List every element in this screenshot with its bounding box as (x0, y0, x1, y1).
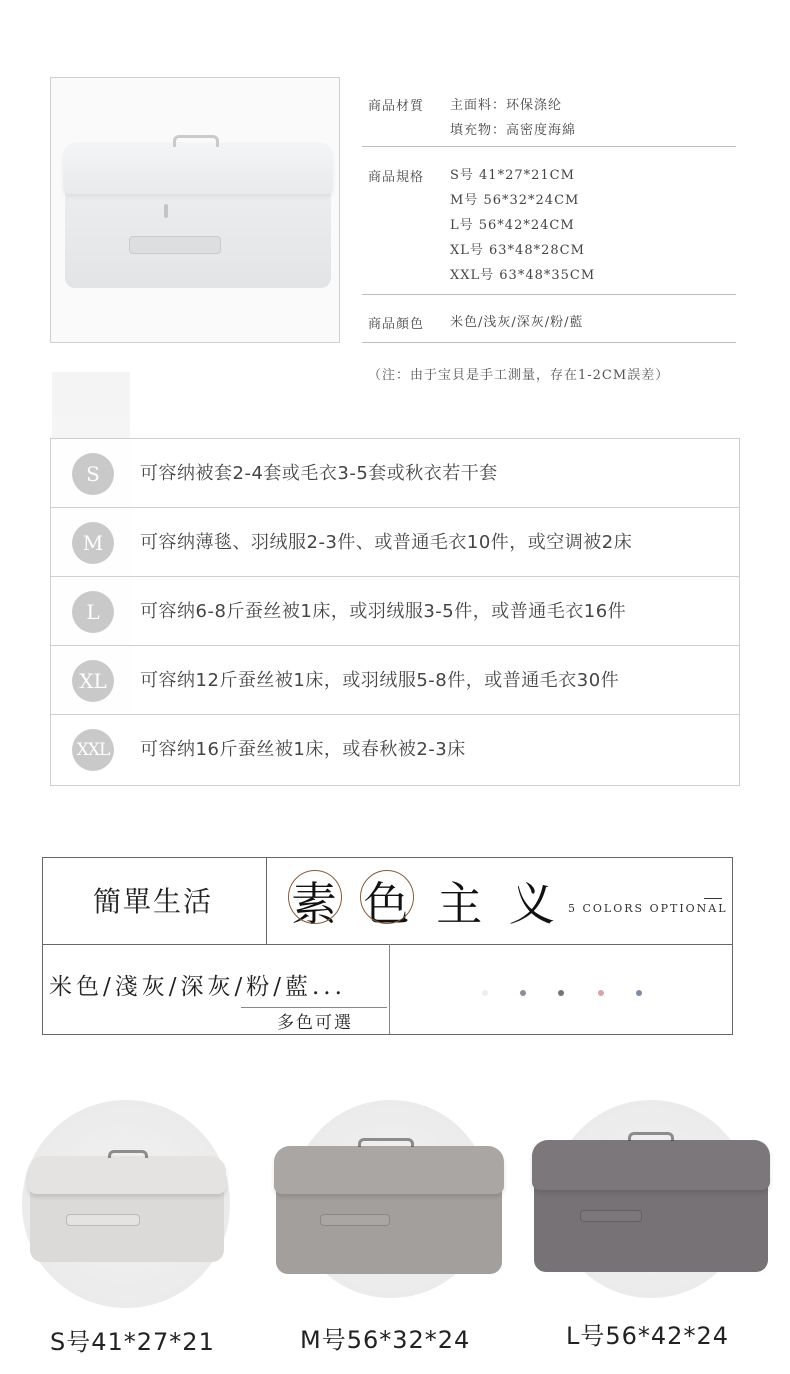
spec-value: 主面料：环保涤纶 (450, 98, 563, 113)
color-names: 米色/淺灰/深灰/粉/藍... (49, 974, 346, 1000)
bag-lid (274, 1146, 504, 1194)
capacity-text: 可容纳12斤蚕丝被1床，或羽绒服5-8件，或普通毛衣30件 (140, 670, 620, 691)
theme-char (291, 868, 343, 934)
capacity-text: 可容纳6-8斤蚕丝被1床，或羽绒服3-5件，或普通毛衣16件 (140, 601, 627, 622)
spec-values (450, 310, 584, 335)
bag-zipper (164, 204, 168, 218)
divider (266, 858, 267, 944)
theme-char-text: 主 (436, 877, 489, 931)
spec-row-color (362, 295, 736, 343)
decorative-dash (704, 898, 722, 899)
theme-char-text: 色 (363, 877, 416, 931)
capacity-row-xl (51, 646, 739, 715)
circle-ring-icon (360, 870, 414, 924)
product-bag-l (532, 1132, 770, 1272)
theme-char (364, 868, 416, 934)
spec-value: M号 56*32*24CM (450, 193, 580, 208)
size-badge: XL (72, 660, 114, 702)
capacity-table (50, 438, 740, 786)
simple-life-heading: 簡單生活 (93, 885, 214, 918)
product-caption-m: M号56*32*24 (300, 1326, 471, 1354)
spec-values (450, 93, 576, 143)
spec-value: L号 56*42*24CM (450, 218, 575, 233)
bag-top-handle (358, 1138, 414, 1147)
spec-value: XXL号 63*48*35CM (450, 268, 596, 283)
measurement-note: （注：由于宝貝是手工測量，存在1-2CM誤差） (368, 368, 670, 383)
bag-lid (28, 1156, 226, 1194)
bag-top-handle (628, 1132, 674, 1141)
color-options-panel (42, 857, 733, 1035)
theme-char (509, 868, 561, 934)
capacity-row-s (51, 439, 739, 508)
product-bag-m (274, 1138, 504, 1274)
bag-front-handle (129, 236, 221, 254)
theme-char-text: 素 (291, 877, 343, 931)
capacity-text: 可容纳被套2-4套或毛衣3-5套或秋衣若干套 (140, 463, 498, 484)
color-swatch-pink (598, 990, 604, 996)
color-swatch-light-gray (520, 990, 526, 996)
spec-row-material (362, 80, 736, 147)
bag-front-handle (580, 1210, 642, 1222)
divider (43, 944, 732, 945)
circle-ring-icon (288, 870, 342, 924)
size-badge: XXL (72, 729, 114, 771)
spec-value: XL号 63*48*28CM (450, 243, 585, 258)
size-badge: L (72, 591, 114, 633)
bag-top-handle (173, 135, 219, 147)
spec-values (450, 163, 595, 288)
capacity-row-xxl (51, 715, 739, 784)
theme-char-text: 义 (508, 877, 561, 931)
capacity-row-m (51, 508, 739, 577)
multi-color-label: 多色可選 (277, 1013, 353, 1033)
color-swatch-beige (482, 990, 488, 996)
spec-label: 商品材質 (368, 99, 425, 114)
spec-value: S号 41*27*21CM (450, 168, 575, 183)
capacity-text: 可容纳薄毯、羽绒服2-3件、或普通毛衣10件，或空调被2床 (140, 532, 633, 553)
bag-top-handle (108, 1150, 148, 1158)
theme-title (291, 868, 561, 931)
spec-row-size (362, 147, 736, 295)
storage-bag-lid (63, 142, 333, 194)
divider (389, 944, 390, 1034)
product-photo (50, 77, 340, 343)
capacity-row-l (51, 577, 739, 646)
bag-lid (532, 1140, 770, 1190)
five-colors-label: 5 COLORS OPTIONAL (568, 902, 728, 915)
product-caption-l: L号56*42*24 (566, 1322, 729, 1350)
spec-label: 商品顏色 (368, 317, 425, 332)
color-swatch-dark-gray (558, 990, 564, 996)
bag-front-handle (66, 1214, 140, 1226)
product-bag-s (28, 1150, 226, 1260)
size-badge: M (72, 522, 114, 564)
spec-label: 商品規格 (368, 170, 425, 185)
capacity-text: 可容纳16斤蚕丝被1床，或春秋被2-3床 (140, 739, 466, 760)
spec-value: 填充物：高密度海綿 (450, 123, 577, 138)
spec-value: 米色/浅灰/深灰/粉/藍 (450, 315, 584, 330)
product-caption-s: S号41*27*21 (50, 1328, 215, 1356)
size-badge: S (72, 453, 114, 495)
bag-front-handle (320, 1214, 390, 1226)
theme-char (436, 868, 488, 934)
color-swatch-blue (636, 990, 642, 996)
